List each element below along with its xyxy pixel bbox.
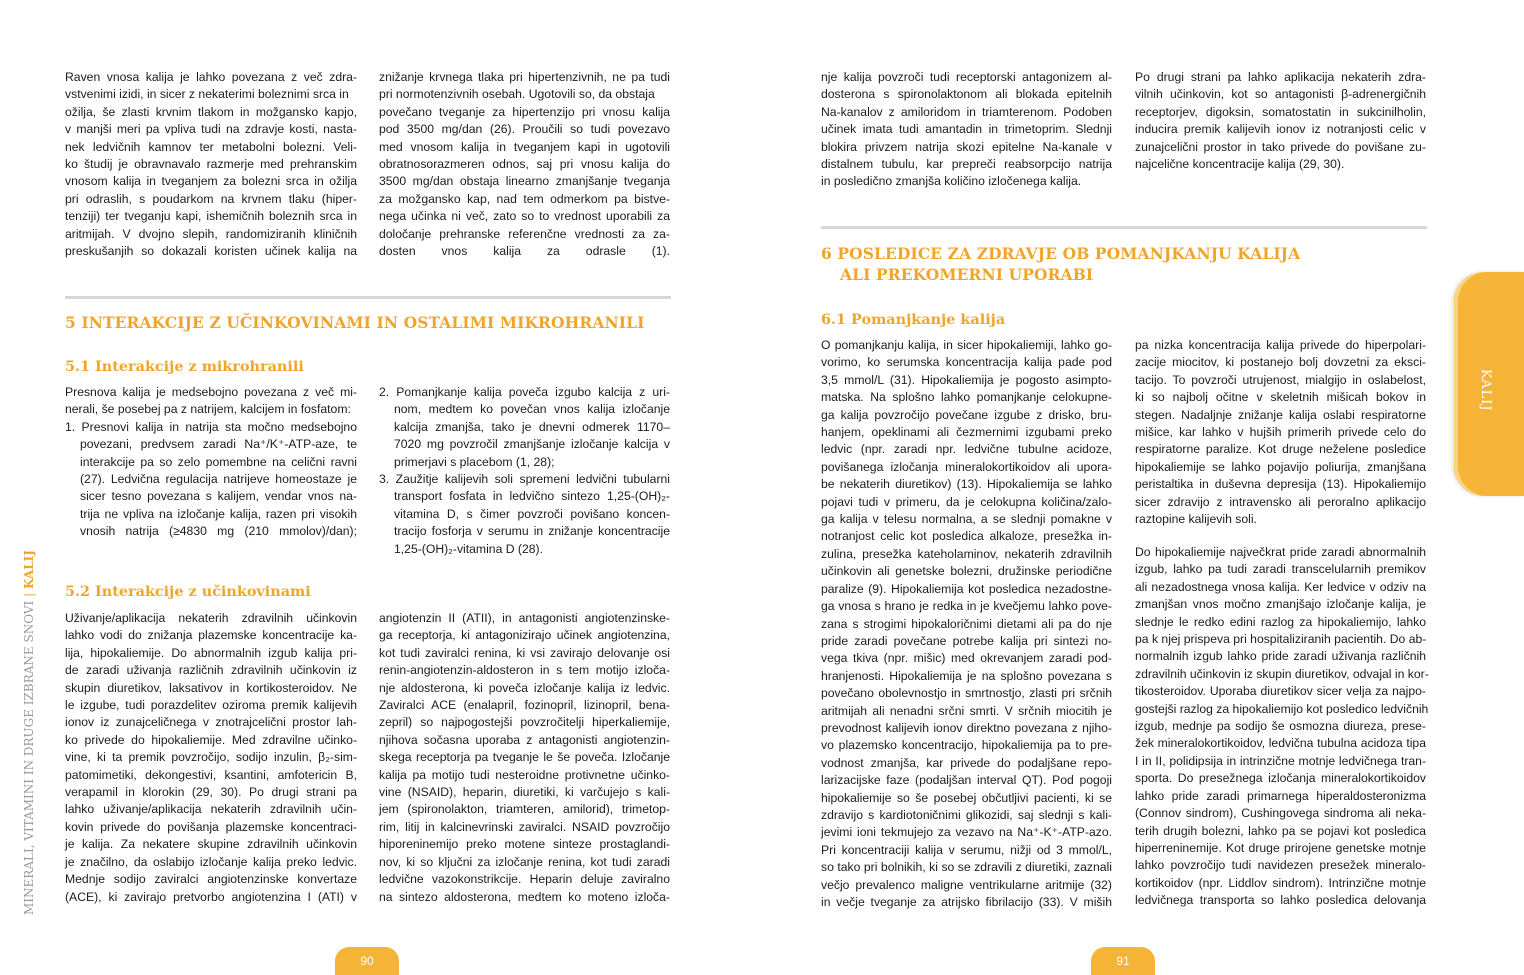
text-line: (Connov sindrom), Cushingovega sindroma ali neka-	[1135, 806, 1426, 821]
text-line: med vnosom kalija in tveganjem kapi in ugotovili	[379, 139, 670, 154]
text-line: O pomanjkanju kalija, in sicer hipokaliemiji, lahko go-	[821, 338, 1112, 352]
text-line: ko študij je obravnavalo razmerje med prehranskim	[65, 157, 357, 172]
text-line: larizacijske faze (podaljšan interval QT). Pod pogoji	[821, 773, 1112, 788]
text-line: in večje tveganje za atrijsko fibrilacijo (33). V miših	[821, 895, 1112, 909]
text-line: hanjem, opeklinami ali čezmernimi izgubami preko	[821, 425, 1112, 440]
text-line: dosten vnos kalija za odrasle (1).	[379, 244, 670, 259]
text-line: izgub, lahko pa tudi zaradi transcelularnih premikov	[1135, 562, 1426, 577]
text-line: hiporeninemijo preko motene sinteze prostaglandi-	[379, 837, 670, 852]
text-line: tacijo. To povzroči utrujenost, mialgijo in oslabelost,	[1135, 372, 1426, 387]
text-line: zmanjšan vnos močno zmanjšajo izločanje kalija, je	[1135, 597, 1426, 612]
text-line: lahko povzročijo tudi navidezen presežek mineralo-	[1135, 858, 1426, 873]
text-line: pojavi tudi v primeru, da je celokupna količina/zalo-	[821, 494, 1112, 509]
text-line: blokira privzem natrija skozi epitelne Na-kanale v	[821, 139, 1112, 154]
text-line: nje aldosterona, ki poveča izločanje kalija iz ledvic.	[379, 680, 670, 695]
text-line: kot tudi zaviralci renina, ki vsi zavirajo delovanje osi	[379, 645, 670, 660]
text-line: le izgube, tudi porazdelitev oziroma premik kalijevih	[65, 698, 357, 713]
right-col2-top	[1135, 69, 1426, 173]
text-line: sporta. Do presežnega izločanja mineralokortikoidov	[1135, 771, 1426, 786]
text-line: povečano tveganje za hipertenzijo pri vnosu kalija	[379, 104, 670, 119]
text-line: ledvic (npr. zaradi npr. ledvične tubulne acidoze,	[821, 442, 1112, 457]
text-line: hranjenosti. Hipokaliemija je na splošno povezana s	[821, 668, 1112, 683]
text-line: primerjavi s placebom (1, 28);	[394, 454, 555, 469]
text-line: vitamina D, s čimer povzroči povišano koncen-	[394, 506, 670, 521]
text-line: vnosom kalija in tveganjem za bolezni srca in ožilja	[65, 174, 357, 189]
text-line: zunajcelični prostor in tako privede do povišane zu-	[1135, 139, 1426, 154]
text-line: kalija pa motijo tudi nesteroidne protivnetne učinko-	[379, 767, 670, 782]
text-line: angiotenzin II (ATII), in antagonisti angiotenzinske-	[379, 611, 670, 625]
text-line: zana s strogimi hipokaloričnimi dietami ali pa do nje	[821, 616, 1112, 631]
text-line: 1,25-(OH)₂-vitamina D (28).	[394, 541, 543, 556]
text-line: zdravijo s kardiotoničnimi glikozidi, saj slednji s kali-	[821, 807, 1112, 822]
running-header-spine	[22, 550, 42, 915]
section-6-title-line1: 6 POSLEDICE ZA ZDRAVJE OB POMANJKANJU KALIJA	[821, 244, 1301, 263]
text-line: kortikoidov (npr. Liddlov sindrom). Intrinzične motnje	[1135, 875, 1426, 890]
text-line: določanje prehranske referenčne vrednosti za za-	[379, 226, 670, 241]
text-line: vo plazemsko koncentracijo, hipokaliemija pa to pre-	[821, 738, 1112, 753]
text-line: gostejši razlog za hipokaliemijo kot posledico ledvičnih	[1135, 701, 1429, 716]
right-col2-6-1a	[1135, 337, 1426, 528]
text-line: (27). Ledvična regulacija natrijeve homeostaze je	[80, 472, 357, 487]
text-line: 2. Pomanjkanje kalija poveča izgubo kalcija z uri-	[379, 385, 670, 399]
text-line: ga vnosa s hrano je redka in je kvečjemu lahko pove-	[821, 599, 1112, 614]
subsection-5-1-title: 5.1 Interakcije z mikrohranili	[65, 358, 304, 375]
text-line: de zaradi uživanja različnih zdravilnih učinkovin iz	[65, 663, 357, 678]
text-line: zdravilnih učinkovin iz skupin diuretikov, odvajal in kor-	[1135, 666, 1429, 681]
subsection-5-2-title: 5.2 Interakcije z učinkovinami	[65, 583, 311, 600]
text-line: stegen. Nadaljnje znižanje kalija oslabi respiratorne	[1135, 407, 1426, 422]
text-line: pride zaradi povečane potrebe kalija pri sintezi no-	[821, 633, 1112, 648]
text-line: vine, ki ta premik povzročijo, sodijo inzulin, β₂-sim-	[65, 750, 357, 765]
right-col2-6-1b	[1135, 544, 1429, 910]
text-line: so tako pri bolnikih, ki so se zdravili z diuretiki, zaznali	[821, 860, 1112, 875]
text-line: zulina, presežka kateholaminov, nekaterih zdravilnih	[821, 546, 1112, 561]
text-line: nov, ki so ključni za izločanje renina, kot tudi zaradi	[379, 854, 670, 869]
text-line: Uživanje/aplikacija nekaterih zdravilnih učinkovin	[65, 611, 357, 625]
section-5-title: 5 INTERAKCIJE Z UČINKOVINAMI IN OSTALIMI MIKROHRANILI	[65, 313, 645, 332]
text-line: ožilja, še zlasti krvnim tlakom in možgansko kapjo,	[65, 104, 357, 119]
text-line: povišanega izločanja mineralokortikoidov ali upora-	[821, 459, 1112, 474]
text-line: vilnih učinkovin, kot so antagonisti β-adrenergičnih	[1135, 87, 1426, 102]
text-line: pod 3500 mg/dan (26). Proučili so tudi povezavo	[379, 122, 670, 137]
text-line: paralize (9). Hipokaliemija kot posledica nezadostne-	[821, 581, 1112, 596]
text-line: kalcija zmanjša, tako je dnevni odmerek 1170–	[394, 419, 670, 434]
text-line: sicer zdravijo z intravensko ali peroralno aplikacijo	[1135, 494, 1426, 509]
chapter-tab-label: KALIJ	[1478, 368, 1493, 412]
text-line: slednje le redko edini razlog za hipokaliemijo, lahko	[1135, 614, 1426, 629]
text-line: hiperreninemije. Kot druge prirojene genetske motnje	[1135, 840, 1426, 855]
text-line: lija, hipokaliemije. Do abnormalnih izgub kalija pri-	[65, 645, 357, 660]
text-line: vodnost zmanjša, kar privede do podaljšane repo-	[821, 755, 1112, 770]
subsection-6-1-title: 6.1 Pomanjkanje kalija	[821, 311, 1006, 328]
text-line: povečano obolevnostjo in smrtnostjo, zlasti pri srčnih	[821, 686, 1112, 701]
text-line: pa nizka koncentracija kalija privede do hiperpolari-	[1135, 338, 1426, 352]
text-line: ionov iz zunajceličnega v znotrajcelični prostor lah-	[65, 715, 357, 730]
text-line: aritmijah. V dvojno slepih, randomiziranih kliničnih	[65, 226, 357, 241]
text-line: trija ne vpliva na izločanje kalija, razen pri visokih	[80, 506, 357, 521]
left-col2-5-2	[379, 610, 670, 906]
left-col2-5-1	[379, 384, 670, 558]
left-col1-5-1	[65, 384, 357, 541]
text-line: lahko uživanje/aplikacija nekaterih zdravilnih učin-	[65, 802, 357, 817]
text-line: interakcije pa so zelo pomembne na celični ravni	[80, 454, 357, 469]
text-line: je značilno, da oslabijo izločanje kalija preko ledvic.	[65, 854, 357, 869]
section-6-title	[821, 243, 1300, 285]
text-line: kovin privede do povišanja plazemske koncentraci-	[65, 819, 357, 834]
text-line: jevimi ioni tekmujejo za vezavo na Na⁺-K⁺-ATP-azo.	[821, 825, 1112, 840]
text-line: be nekaterih diuretikov) (13). Hipokaliemija se lahko	[821, 477, 1112, 492]
text-line: izgub, mednje pa sodijo še osmozna diureza, prese-	[1135, 719, 1426, 734]
left-col2-intro	[379, 69, 670, 260]
text-line: lahko pride zaradi primarnega hiperaldosteronizma	[1135, 788, 1426, 803]
text-line: in posledično zmanjša količino izločenega kalija.	[821, 174, 1082, 189]
text-line: terih drugih bolezni, lahko pa se pojavi kot posledica	[1135, 823, 1426, 838]
text-line: aritmijah ali nenadni srčni smrti. V srčnih miocitih je	[821, 703, 1112, 718]
text-line: učinek imata tudi amantadin in trimetoprim. Slednji	[821, 122, 1112, 137]
text-line: pri normotenzivnih osebah. Ugotovili so, da obstaja	[379, 87, 655, 102]
text-line: matska. Na splošno lahko pomanjkanje celokupne-	[821, 390, 1112, 405]
text-line: pri odraslih, s poudarkom na krvnem tlaku (hiper-	[65, 191, 357, 206]
text-line: dosterona s spironolaktonom ali blokada epitelnih	[821, 87, 1112, 102]
text-line: nega učinka ni več, zato so to vrednost uporabili za	[379, 209, 670, 224]
text-line: ko privede do hipokaliemije. Med zdravilne učinko-	[65, 732, 357, 747]
text-line: sicer tesno povezana s kalijem, vendar vnos na-	[80, 489, 357, 504]
text-line: zacije miocitov, ki postanejo bolj dovzetni za eksci-	[1135, 355, 1426, 370]
text-line: (ACE), ki zavirajo pretvorbo angiotenzina I (ATI) v	[65, 889, 357, 904]
text-line: distalnem tubulu, kar prepreči reabsorpcijo natrija	[821, 157, 1112, 172]
text-line: nerali, še posebej pa z natrijem, kalcijem in fosfatom:	[65, 402, 351, 417]
text-line: najcelične koncentracije kalija (29, 30).	[1135, 157, 1345, 172]
text-line: mišice, kar lahko v hujših primerih privede celo do	[1135, 425, 1426, 440]
spine-chapter: KALIJ	[22, 550, 36, 590]
text-line: v manjši meri pa vpliva tudi na zdravje kosti, nasta-	[65, 122, 357, 137]
text-line: patomimetiki, dekongestivi, ksantini, amfotericin B,	[65, 767, 357, 782]
text-line: vorimo, ko serumska koncentracija kalija pade pod	[821, 355, 1112, 370]
text-line: skega receptorja pa tveganje le še poveča. Izločanje	[379, 750, 670, 765]
text-line: prevodnost kalijevih ionov direktno povezana z njiho-	[821, 720, 1112, 735]
text-line: vine (NSAID), heparin, diuretiki, ki varčujejo s kali-	[379, 785, 670, 800]
text-line: rim, litij in kalcinevrinski zaviralci. NSAID povzročijo	[379, 819, 670, 834]
text-line: nje kalija povzroči tudi receptorski antagonizem al-	[821, 70, 1112, 84]
text-line: normalnih izgub lahko pride zaradi uživanja različnih	[1135, 649, 1426, 664]
text-line: ga receptorja, ki antagonizirajo učinek angiotenzina,	[379, 628, 670, 643]
text-line: njihova sočasna uporaba z antagonisti angiotenzin-	[379, 732, 670, 747]
text-line: Pri koncentraciji kalija v serumu, nižji od 3 mmol/L,	[821, 842, 1112, 857]
text-line: zepril) so najpogostejši povzročitelji hiperkaliemije,	[379, 715, 670, 730]
text-line: 3. Zaužitje kalijevih soli spremeni ledvični tubularni	[379, 472, 670, 487]
text-line: povezani, predvsem zaradi Na⁺/K⁺-ATP-aze, te	[80, 437, 357, 452]
text-line: nom, medtem ko povečan vnos kalija izločanje	[394, 402, 670, 417]
text-line: ali nezadostnega vnosa kalija. Ker ledvice v odziv na	[1135, 579, 1426, 594]
text-line: respiratorne paralize. Kot druge neželene posledice	[1135, 442, 1426, 457]
text-line: nek ledvičnih kamnov ter metabolni bolezni. Veli-	[65, 139, 357, 154]
text-line: Po drugi strani pa lahko aplikacija nekaterih zdra-	[1135, 70, 1426, 84]
text-line: ga kalija povzročijo povečane izgube z drisko, bru-	[821, 407, 1112, 422]
text-line: Do hipokaliemije največkrat pride zaradi abnormalnih	[1135, 545, 1426, 559]
text-line: je kalija. Za nekatere skupine zdravilnih učinkovin	[65, 837, 357, 852]
text-line: hipokaliemije se lahko pojavijo poliurija, zmanjšana	[1135, 459, 1426, 474]
text-line: verapamil in klorokin (29, 30). Po drugi strani pa	[65, 785, 357, 800]
spine-book-title: MINERALI, VITAMINI IN DRUGE IZBRANE SNOVI	[22, 600, 36, 915]
text-line: Na-kanalov z amiloridom in triamterenom. Podoben	[821, 104, 1112, 119]
text-line: lahko vodi do znižanja plazemske koncentracije ka-	[65, 628, 357, 643]
section-divider-right	[821, 226, 1427, 229]
text-line: peristaltika in duševna depresija (13). Hipokaliemijo	[1135, 477, 1426, 492]
text-line: I in II, polidipsija in intrinzične motnje ledvičnega tran-	[1135, 753, 1426, 768]
text-line: žek mineralokortikoidov, ledvična tubulna acidoza tipa	[1135, 736, 1426, 751]
text-line: 3500 mg/dan obstaja linearno zmanjšanje tveganja	[379, 174, 670, 189]
text-line: raztopine kalijevih soli.	[1135, 512, 1257, 527]
left-col1-intro	[65, 69, 357, 260]
text-line: transport fosfata in ledvično sintezo 1,25-(OH)₂-	[394, 489, 670, 504]
text-line: jem (spironolakton, triamteren, amilorid), trimetop-	[379, 802, 670, 817]
section-divider-left	[65, 296, 671, 299]
text-line: znižanje krvnega tlaka pri hipertenzivnih, ne pa tudi	[379, 70, 670, 84]
text-line: hipokaliemije so še posebej občutljivi pacienti, ki se	[821, 790, 1112, 805]
text-line: Raven vnosa kalija je lahko povezana z več zdra-	[65, 70, 357, 84]
text-line: na sintezo aldosterona, medtem ko moteno izloča-	[379, 889, 670, 904]
text-line: učinkovin ali genetske bolezni, družinske periodične	[821, 564, 1112, 579]
text-line: 3,5 mmol/L (31). Hipokaliemija je pogosto asimpto-	[821, 372, 1112, 387]
text-line: pa k njej prispeva pri hospitaliziranih pacientih. Do ab-	[1135, 632, 1427, 647]
text-line: 1. Presnovi kalija in natrija sta močno medsebojno	[65, 419, 357, 434]
text-line: tracijo fosforja v serumu in znižanje koncentracije	[394, 524, 670, 539]
section-6-title-line2: ALI PREKOMERNI UPORABI	[840, 265, 1094, 284]
text-line: preskušanjih so dokazali koristen učinek kalija na	[65, 244, 357, 259]
text-line: notranjost celic kot posledica alkaloze, presežka in-	[821, 529, 1112, 544]
page-number-right: 91	[1091, 947, 1155, 975]
text-line: 7020 mg povzročil zmanjšanje izločanje kalcija v	[394, 437, 670, 452]
left-col1-5-2	[65, 610, 357, 906]
text-line: skupin diuretikov, laksativov in kortikosteroidov. Ne	[65, 680, 357, 695]
text-line: tikosteroidov. Uporaba diuretikov sicer velja za najpo-	[1135, 684, 1426, 699]
text-line: večjo prevalenco maligne ventrikularne aritmije (32)	[821, 877, 1112, 892]
right-col1-6-1	[821, 337, 1112, 911]
text-line: za možgansko kap, nad tem odmerkom pa bistve-	[379, 191, 670, 206]
text-line: tenziji) ter tveganju kapi, ishemičnih boleznih srca in	[65, 209, 357, 224]
text-line: ledvične vazokonstrikcije. Heparin deluje zaviralno	[379, 872, 670, 887]
text-line: inducira premik kalijevih ionov iz notranjosti celic v	[1135, 122, 1426, 137]
text-line: vega tkiva (npr. mišic) med okrevanjem zaradi pod-	[821, 651, 1112, 666]
text-line: vstvenimi izidi, in sicer z nekaterimi boleznimi srca in	[65, 87, 349, 102]
text-line: obratnosorazmeren odnos, saj pri vnosu kalija do	[379, 157, 670, 172]
text-line: renin-angiotenzin-aldosteron in s tem motijo izloča-	[379, 663, 670, 678]
text-line: vnosih natrija (≥4830 mg (210 mmolov)/dan);	[80, 524, 357, 539]
text-line: ga kalija v telesu normalna, a se slednji pomakne v	[821, 512, 1112, 527]
text-line: Presnova kalija je medsebojno povezana z več mi-	[65, 385, 357, 399]
text-line: receptorjev, digoksin, somatostatin in sukcinilholin,	[1135, 104, 1426, 119]
page-number-left: 90	[335, 947, 399, 975]
right-col1-top	[821, 69, 1112, 191]
spine-separator: |	[22, 592, 36, 597]
text-line: ki so najbolj očitne v skeletnih mišicah bokov in	[1135, 390, 1426, 405]
text-line: Zaviralci ACE (enalapril, fozinopril, lizinopril, bena-	[379, 698, 670, 713]
text-line: ledvičnega transporta so lahko posledica delovanja	[1135, 893, 1426, 908]
text-line: Mednje sodijo zaviralci angiotenzinske konvertaze	[65, 872, 357, 887]
